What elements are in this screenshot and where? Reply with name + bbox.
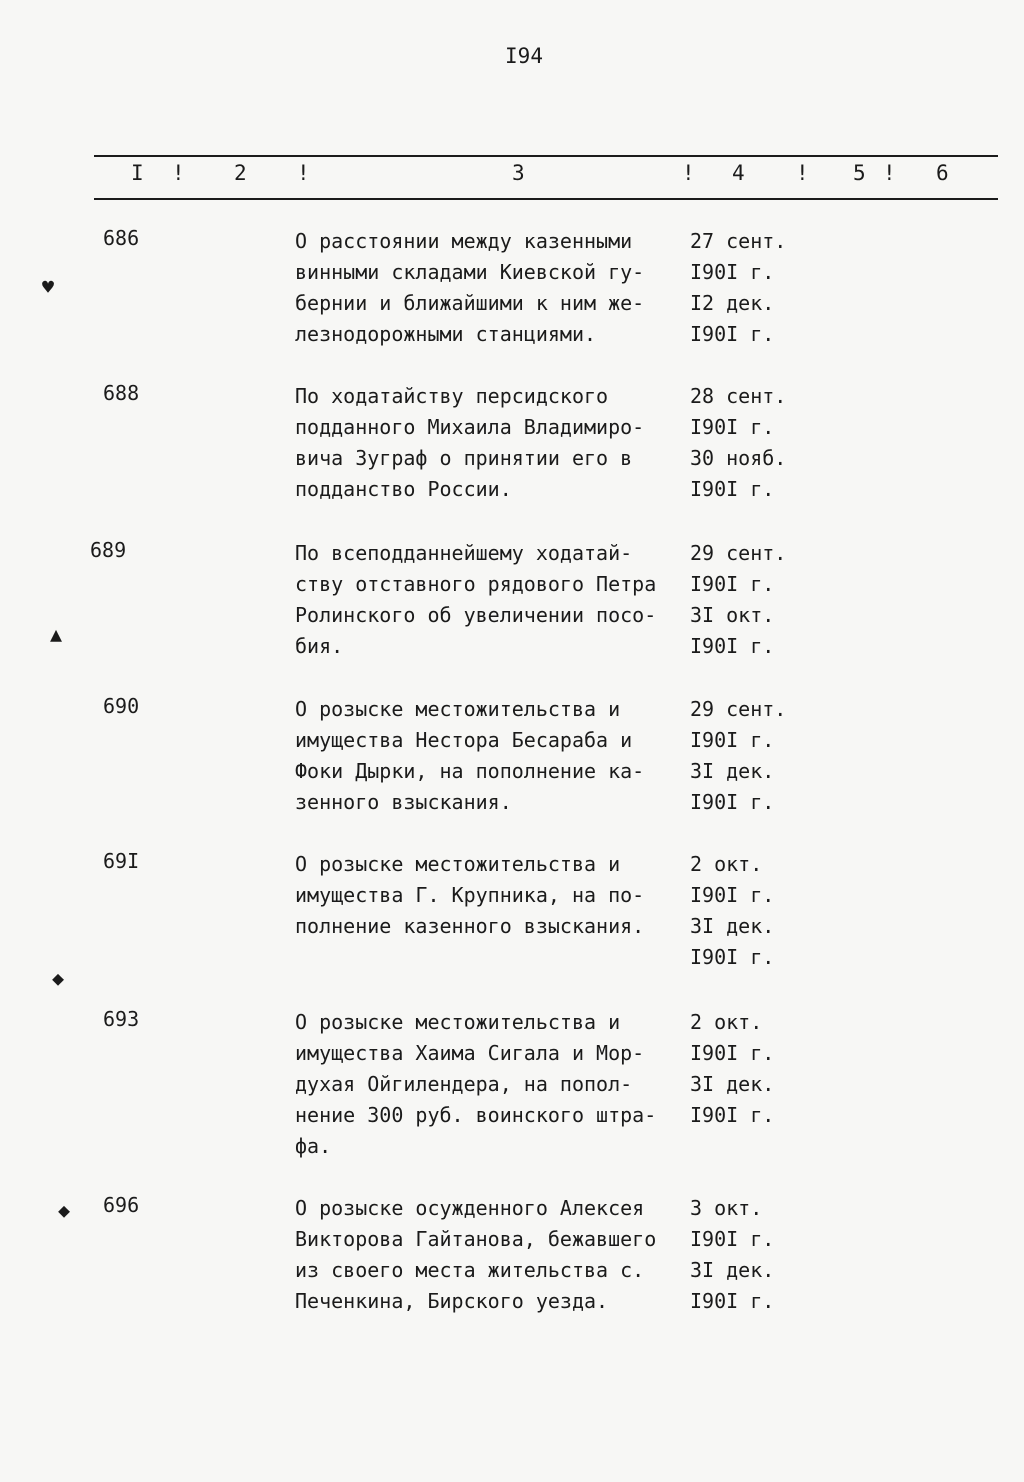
table-top-rule — [94, 155, 998, 157]
entry-number: 696 — [103, 1193, 140, 1217]
entry-dates: 27 сент. I90I г. I2 дек. I90I г. — [690, 229, 787, 346]
table-header-rule — [94, 198, 998, 200]
entry-dates: 29 сент. I90I г. 3I окт. I90I г. — [690, 541, 787, 658]
col-header-4: 4 — [732, 161, 745, 185]
entry-description: О розыске местожительства и имущества Нестора Бесараба и Фоки Дырки, на пополнение ка- зенного взыскания. — [295, 697, 645, 814]
entry-description: О розыске осужденного Алексея Викторова Гайтанова, бежавшего из своего места жительства с. Печенкина, Бирского уезда. — [295, 1196, 657, 1313]
entry-description: О розыске местожительства и имущества Г. Крупника, на по- полнение казенного взыскания. — [295, 852, 645, 938]
col-separator: ! — [682, 161, 695, 185]
binding-mark-icon: ▲ — [50, 622, 63, 646]
table-row — [0, 1193, 1024, 1323]
col-header-6: 6 — [936, 161, 949, 185]
entry-number: 693 — [103, 1007, 140, 1031]
table-row — [0, 538, 1024, 668]
entry-description: По ходатайству персидского подданного Михаила Владимиро- вича Зуграф о принятии его в подданство России. — [295, 384, 645, 501]
col-header-3: 3 — [512, 161, 525, 185]
table-row — [0, 1007, 1024, 1167]
table-row — [0, 226, 1024, 356]
entry-number: 689 — [90, 538, 127, 562]
col-header-5: 5 — [853, 161, 866, 185]
col-separator: ! — [297, 161, 310, 185]
entry-dates: 3 окт. I90I г. 3I дек. I90I г. — [690, 1196, 775, 1313]
page-number: I94 — [505, 44, 543, 68]
binding-mark-icon: ◆ — [58, 1198, 71, 1222]
table-row — [0, 694, 1024, 824]
entry-dates: 2 окт. I90I г. 3I дек. I90I г. — [690, 852, 775, 969]
entry-description: О расстоянии между казенными винными складами Киевской гу- бернии и ближайшими к ним же- лезнодорожными станциями. — [295, 229, 645, 346]
col-header-1: I — [131, 161, 144, 185]
entry-description: О розыске местожительства и имущества Хаима Сигала и Мор- духая Ойгилендера, на попол- нение 300 руб. воинского штра- фа. — [295, 1010, 657, 1158]
entry-dates: 28 сент. I90I г. 30 нояб. I90I г. — [690, 384, 787, 501]
entry-dates: 29 сент. I90I г. 3I дек. I90I г. — [690, 697, 787, 814]
col-header-2: 2 — [234, 161, 247, 185]
table-row — [0, 381, 1024, 511]
col-separator: ! — [883, 161, 896, 185]
col-separator: ! — [172, 161, 185, 185]
entry-description: По всеподданнейшему ходатай- ству отставного рядового Петра Ролинского об увеличении посо- бия. — [295, 541, 657, 658]
entry-number: 688 — [103, 381, 140, 405]
entry-dates: 2 окт. I90I г. 3I дек. I90I г. — [690, 1010, 775, 1127]
entry-number: 69I — [103, 849, 140, 873]
entry-number: 690 — [103, 694, 140, 718]
col-separator: ! — [796, 161, 809, 185]
binding-mark-icon: ◆ — [52, 966, 65, 990]
binding-mark-icon: ♥ — [42, 275, 55, 299]
entry-number: 686 — [103, 226, 140, 250]
table-row — [0, 849, 1024, 979]
